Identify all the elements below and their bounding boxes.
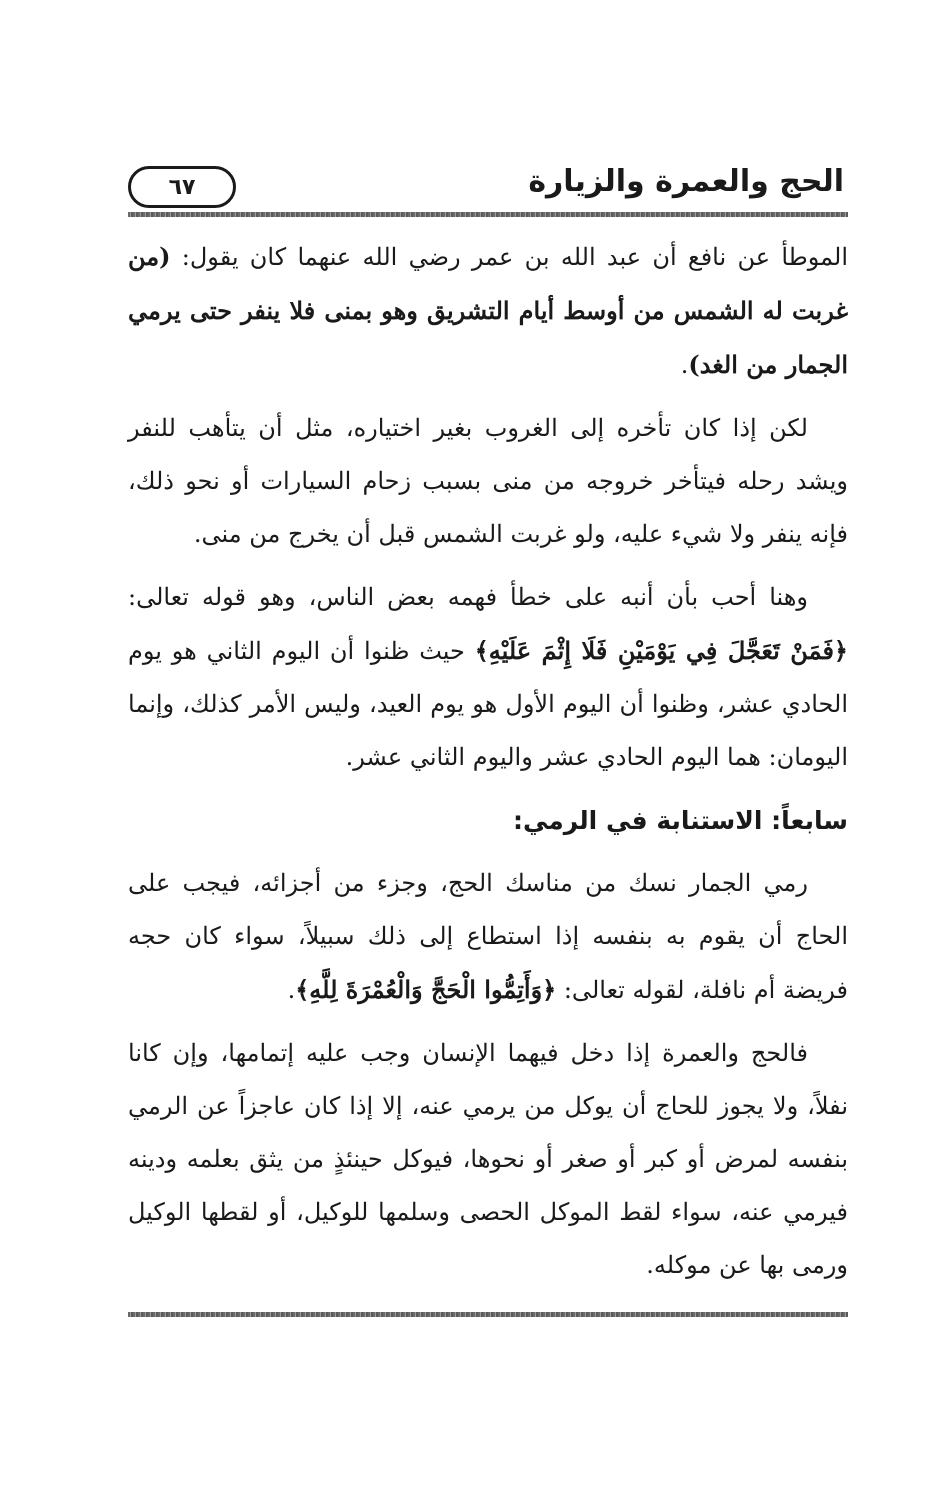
- page-body: [128, 230, 848, 1302]
- paragraph-1-quote: (من غربت له الشمس من أوسط أيام التشريق وهو بمنى فلا ينفر حتى يرمي الجمار من الغد): [128, 242, 848, 379]
- paragraph-4-start: رمي الجمار نسك من مناسك الحج، وجزء من أجزائه، فيجب على الحاج أن يقوم به بنفسه إذا استطاع إلى ذلك سبيلاً، سواء كان حجه فريضة أم نافلة، لقوله تعالى:: [128, 869, 848, 1004]
- page-number-badge: [128, 166, 236, 208]
- section-heading: سابعاً: الاستنابة في الرمي:: [512, 806, 848, 835]
- paragraph-3-start: وهنا أحب بأن أنبه على خطأ فهمه بعض الناس، وهو قوله تعالى:: [128, 583, 808, 611]
- header-divider: [128, 212, 848, 217]
- paragraph-1-start: الموطأ عن نافع أن عبد الله بن عمر رضي الله عنهما كان يقول:: [170, 243, 848, 271]
- page-header: [128, 162, 848, 218]
- paragraph-4: [128, 857, 848, 1017]
- book-page: [128, 150, 848, 1330]
- paragraph-3-verse: ﴿فَمَنْ تَعَجَّلَ فِي يَوْمَيْنِ فَلَا إِثْمَ عَلَيْهِ﴾: [474, 636, 848, 665]
- paragraph-4-verse: ﴿وَأَتِمُّوا الْحَجَّ وَالْعُمْرَةَ لِلَّهِ﴾: [295, 975, 557, 1004]
- paragraph-5: فالحج والعمرة إذا دخل فيهما الإنسان وجب عليه إتمامها، وإن كانا نفلاً، ولا يجوز للحاج أن يوكل من يرمي عنه، إلا إذا كان عاجزاً عن الرمي بنفسه لمرض أو كبر أو صغر أو نحوها، فيوكل حينئذٍ من يثق بعلمه ودينه فيرمي عنه، سواء لقط الموكل الحصى وسلمها للوكيل، أو لقطها الوكيل ورمى بها عن موكله.: [128, 1039, 848, 1279]
- paragraph-4-end: .: [287, 976, 296, 1004]
- paragraph-2: لكن إذا كان تأخره إلى الغروب بغير اختياره، مثل أن يتأهب للنفر ويشد رحله فيتأخر خروجه من منى بسبب زحام السيارات أو نحو ذلك، فإنه ينفر ولا شيء عليه، ولو غربت الشمس قبل أن يخرج من منى.: [128, 414, 848, 548]
- footer-divider: [128, 1312, 848, 1317]
- paragraph-1: [128, 230, 848, 392]
- page-number: ٦٧: [168, 174, 196, 200]
- paragraph-3-end: حيث ظنوا أن اليوم الثاني هو يوم الحادي عشر، وظنوا أن اليوم الأول هو يوم العيد، وليس الأمر كذلك، وإنما اليومان: هما اليوم الحادي عشر واليوم الثاني عشر.: [128, 637, 848, 771]
- paragraph-1-end: .: [680, 351, 689, 379]
- paragraph-3: [128, 571, 848, 784]
- book-title: الحج والعمرة والزيارة: [528, 164, 844, 199]
